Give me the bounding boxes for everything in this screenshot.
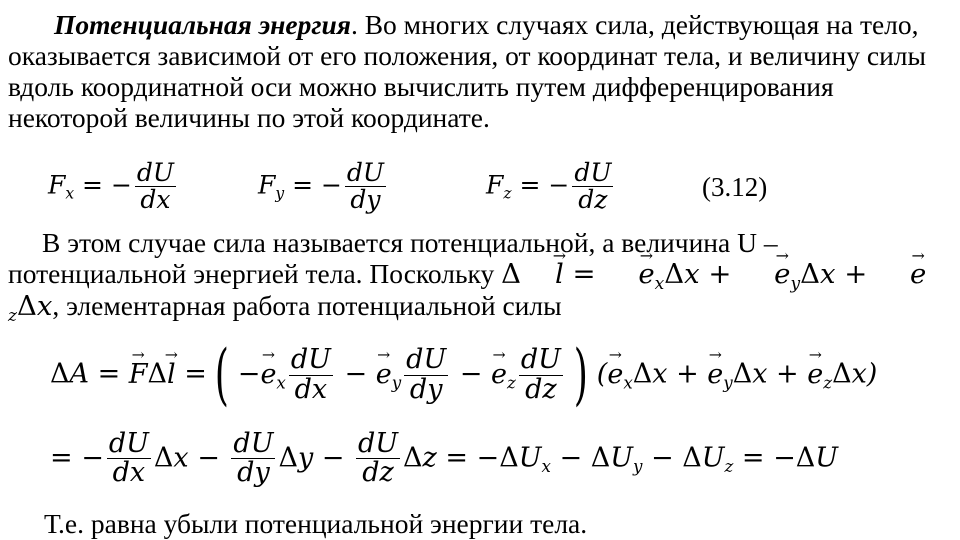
intro-paragraph (8, 9, 953, 133)
work-formula-line-2: = − $\frac{dU}{dx}$ Δx − $\frac{dU}{dy}$ Δy − $\frac{dU}{dz}$ $\Delta z = -\Delta U_x - \Delta U_y - \Delta U_z = -\Delta U$ (50, 428, 839, 489)
potential-force-text-2: , элементарная работа потенциальной силы (52, 290, 562, 321)
force-component-y: $F_y$ = − $\frac{dU}{dy}$ (258, 158, 384, 215)
intro-text: . Во многих случаях сила, действующая на тело, оказывается зависимой от его положения, от координат тела, и величину силы вдоль координатной оси можно вычислить путем дифференцирования некоторой величины по этой координате. (8, 9, 926, 133)
potential-force-paragraph (8, 227, 953, 326)
force-component-z: $F_z$ = − $\frac{dU}{dz}$ (486, 158, 612, 215)
displacement-formula: Δ l → = $e \to_x\Delta x + e \to_y\Delta x + e \to_z\Delta x$ (8, 258, 926, 322)
potential-force-text-1: В этом случае сила называется потенциальной, а величина U – потенциальной энергией тела. Поскольку (8, 227, 778, 289)
term-potential-energy: Потенциальная энергия (54, 9, 351, 40)
conclusion-paragraph: Т.е. равна убыли потенциальной энергии тела. (44, 508, 588, 539)
equation-number: (3.12) (702, 172, 768, 202)
work-formula-line-1: ΔA = F →Δl → = ( $-e \to_x$ $\frac{dU}{dx}$ − $e \to_y$ $\frac{dU}{dy}$ − $e \to_z$ $\frac{dU}{dz}$ ) $(e \to_x\Delta x + e \to_y\Delta x + e \to_z\Delta x)$ (50, 342, 877, 408)
force-component-x: $F_x$ = − $\frac{dU}{dx}$ (48, 158, 174, 215)
